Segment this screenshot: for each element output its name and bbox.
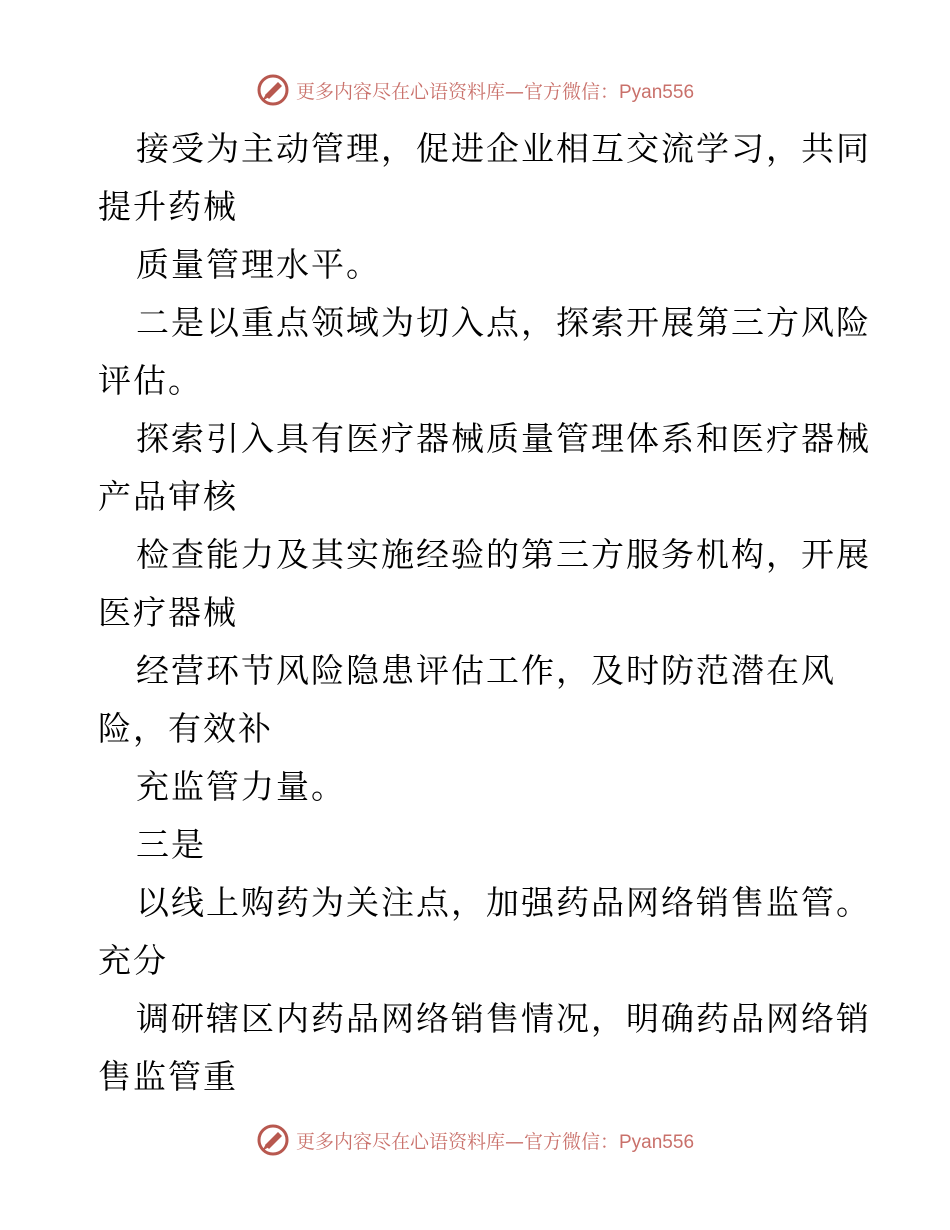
document-body bbox=[98, 120, 871, 1106]
text-line: 检查能力及其实施经验的第三方服务机构，开展 bbox=[136, 535, 871, 574]
watermark-handle: Pyan556 bbox=[619, 81, 695, 103]
text-line: 探索引入具有医疗器械质量管理体系和医疗器械 bbox=[136, 419, 871, 458]
brand-logo-icon bbox=[256, 73, 290, 107]
text-line: 二是以重点领域为切入点，探索开展第三方风险 bbox=[136, 303, 871, 342]
text-line: 以线上购药为关注点，加强药品网络销售监管。 bbox=[136, 883, 871, 922]
header-watermark bbox=[0, 70, 950, 110]
watermark-text bbox=[296, 77, 694, 104]
text-line: 充分 bbox=[98, 941, 168, 980]
watermark-text bbox=[296, 1127, 694, 1154]
text-line: 售监管重 bbox=[98, 1057, 238, 1096]
text-line: 充监管力量。 bbox=[136, 767, 346, 806]
watermark-label: 更多内容尽在心语资料库—官方微信： bbox=[295, 1130, 619, 1153]
text-line: 接受为主动管理，促进企业相互交流学习，共同 bbox=[136, 129, 871, 168]
footer-watermark bbox=[0, 1120, 950, 1160]
text-line: 经营环节风险隐患评估工作，及时防范潜在风 bbox=[136, 651, 836, 690]
watermark-label: 更多内容尽在心语资料库—官方微信： bbox=[295, 80, 619, 103]
text-line: 调研辖区内药品网络销售情况，明确药品网络销 bbox=[136, 999, 871, 1038]
text-line: 提升药械 bbox=[98, 187, 238, 226]
watermark-handle: Pyan556 bbox=[619, 1131, 695, 1153]
text-line: 质量管理水平。 bbox=[136, 245, 381, 284]
text-line: 医疗器械 bbox=[98, 593, 238, 632]
text-line: 险，有效补 bbox=[98, 709, 273, 748]
text-line: 产品审核 bbox=[98, 477, 238, 516]
text-line: 评估。 bbox=[98, 361, 203, 400]
brand-logo-icon bbox=[256, 1123, 290, 1157]
text-line: 三是 bbox=[136, 825, 206, 864]
